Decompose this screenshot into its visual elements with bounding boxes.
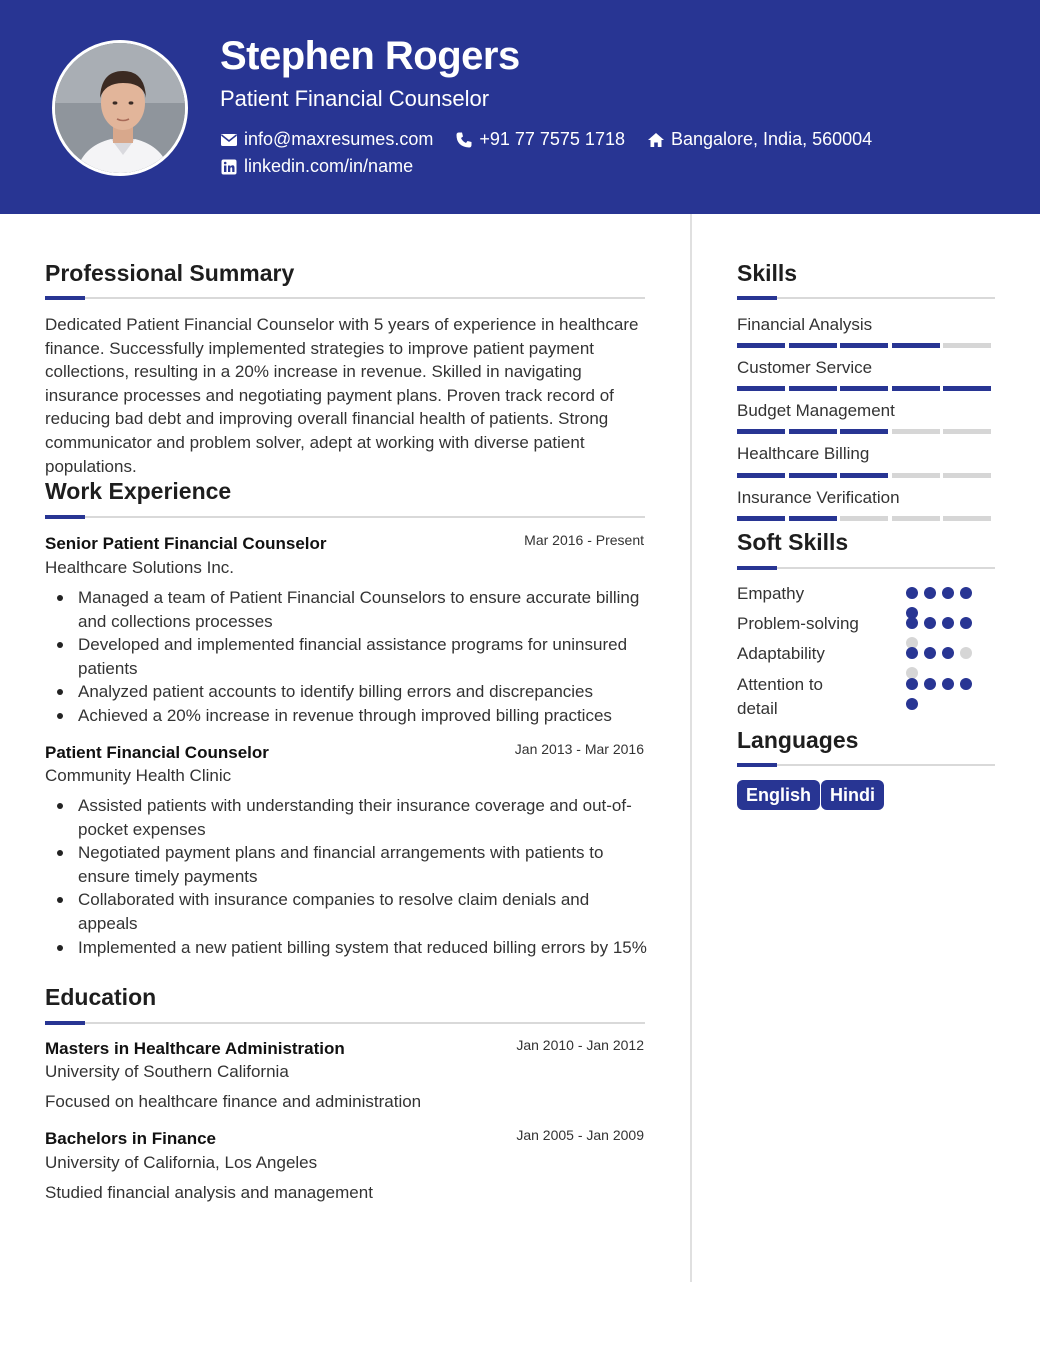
list-item: Developed and implemented financial assistance programs for uninsured patients xyxy=(45,633,651,680)
skill-segment-empty xyxy=(943,473,991,478)
skill-segment-filled xyxy=(737,473,785,478)
job-dates: Jan 2013 - Mar 2016 xyxy=(514,741,644,757)
skill-segment-filled xyxy=(840,429,888,434)
education-rule xyxy=(45,1022,645,1024)
job-organization: Healthcare Solutions Inc. xyxy=(45,558,234,577)
job-title: Senior Patient Financial Counselor xyxy=(45,534,327,553)
soft-skills-accent xyxy=(737,566,777,570)
job-bullets xyxy=(45,794,651,959)
skill-segment-empty xyxy=(943,516,991,521)
education-note: Focused on healthcare finance and administration xyxy=(45,1092,422,1111)
summary-accent xyxy=(45,296,85,300)
list-item: Assisted patients with understanding their insurance coverage and out-of-pocket expenses xyxy=(45,794,651,841)
contact-row-primary xyxy=(220,129,894,150)
skill-segment-filled xyxy=(840,343,888,348)
location-text: Bangalore, India, 560004 xyxy=(670,129,873,149)
skill-meter xyxy=(737,429,995,434)
education-note: Studied financial analysis and management xyxy=(45,1183,373,1202)
skill-segment-empty xyxy=(943,343,991,348)
experience-heading: Work Experience xyxy=(45,478,232,504)
rating-dot-filled xyxy=(924,587,936,599)
soft-skill-rating xyxy=(906,678,978,718)
linkedin-text: linkedin.com/in/name xyxy=(244,156,414,176)
person-portrait-icon xyxy=(55,43,188,176)
job-bullets xyxy=(45,586,651,728)
contact-linkedin[interactable] xyxy=(220,156,413,177)
rating-dot-filled xyxy=(960,587,972,599)
soft-skill-name: Problem-solving xyxy=(737,614,859,633)
skill-segment-filled xyxy=(789,473,837,478)
list-item: Achieved a 20% increase in revenue through improved billing practices xyxy=(45,704,651,728)
job-organization: Community Health Clinic xyxy=(45,766,232,785)
column-divider xyxy=(690,214,692,1282)
rating-dot-filled xyxy=(942,678,954,690)
skill-segment-empty xyxy=(892,516,940,521)
rating-dot-filled xyxy=(942,587,954,599)
list-item: Managed a team of Patient Financial Counselors to ensure accurate billing and collections processes xyxy=(45,586,651,633)
languages-accent xyxy=(737,763,777,767)
summary-heading: Professional Summary xyxy=(45,260,295,286)
language-badge: Hindi xyxy=(821,780,884,810)
linkedin-icon xyxy=(220,158,238,176)
rating-dot-filled xyxy=(906,647,918,659)
contact-location xyxy=(647,129,872,150)
rating-dot-filled xyxy=(960,678,972,690)
school-name: University of California, Los Angeles xyxy=(45,1153,318,1172)
skill-segment-filled xyxy=(737,429,785,434)
experience-rule xyxy=(45,516,645,518)
education-accent xyxy=(45,1021,85,1025)
job-title: Patient Financial Counselor xyxy=(45,743,269,762)
language-badge: English xyxy=(737,780,820,810)
rating-dot-filled xyxy=(906,617,918,629)
rating-dot-filled xyxy=(942,647,954,659)
rating-dot-filled xyxy=(924,678,936,690)
rating-dot-filled xyxy=(960,617,972,629)
skills-accent xyxy=(737,296,777,300)
job-dates: Mar 2016 - Present xyxy=(524,532,644,548)
skill-segment-filled xyxy=(789,429,837,434)
skill-meter xyxy=(737,343,995,348)
home-icon xyxy=(647,131,665,149)
skills-heading: Skills xyxy=(737,260,798,286)
skill-segment-filled xyxy=(840,386,888,391)
skill-segment-empty xyxy=(892,429,940,434)
skill-name: Financial Analysis xyxy=(737,315,873,334)
skill-name: Budget Management xyxy=(737,401,895,420)
soft-skill-name: Adaptability xyxy=(737,644,825,663)
skill-segment-empty xyxy=(892,473,940,478)
profile-photo xyxy=(52,40,188,176)
rating-dot-filled xyxy=(942,617,954,629)
skill-meter xyxy=(737,386,995,391)
skill-segment-empty xyxy=(943,429,991,434)
rating-dot-filled xyxy=(906,587,918,599)
summary-rule xyxy=(45,297,645,299)
skill-segment-filled xyxy=(737,386,785,391)
school-name: University of Southern California xyxy=(45,1062,289,1081)
degree-title: Bachelors in Finance xyxy=(45,1129,216,1148)
rating-dot-filled xyxy=(906,678,918,690)
list-item: Collaborated with insurance companies to resolve claim denials and appeals xyxy=(45,888,651,935)
skill-segment-filled xyxy=(892,343,940,348)
candidate-role: Patient Financial Counselor xyxy=(220,86,490,111)
contact-row-secondary xyxy=(220,156,435,177)
list-item: Implemented a new patient billing system that reduced billing errors by 15% xyxy=(45,936,651,960)
education-dates: Jan 2010 - Jan 2012 xyxy=(516,1037,644,1053)
contact-email[interactable] xyxy=(220,129,433,150)
skill-segment-filled xyxy=(789,516,837,521)
soft-skill-name: Empathy xyxy=(737,584,805,603)
skill-name: Healthcare Billing xyxy=(737,444,870,463)
candidate-name: Stephen Rogers xyxy=(220,34,520,78)
skill-name: Insurance Verification xyxy=(737,488,900,507)
list-item: Negotiated payment plans and financial arrangements with patients to ensure timely payments xyxy=(45,841,651,888)
skill-segment-empty xyxy=(840,516,888,521)
experience-accent xyxy=(45,515,85,519)
skill-segment-filled xyxy=(737,516,785,521)
skill-segment-filled xyxy=(840,473,888,478)
contact-phone[interactable] xyxy=(455,129,625,150)
education-heading: Education xyxy=(45,984,157,1010)
skill-segment-filled xyxy=(892,386,940,391)
soft-skill-name: Attention to detail xyxy=(737,675,824,718)
skill-segment-filled xyxy=(737,343,785,348)
skill-segment-filled xyxy=(789,386,837,391)
phone-icon xyxy=(455,131,473,149)
skill-segment-filled xyxy=(943,386,991,391)
skill-meter xyxy=(737,516,995,521)
skill-name: Customer Service xyxy=(737,358,873,377)
languages-heading: Languages xyxy=(737,727,859,753)
resume-header xyxy=(0,0,1040,214)
education-dates: Jan 2005 - Jan 2009 xyxy=(516,1127,644,1143)
list-item: Analyzed patient accounts to identify billing errors and discrepancies xyxy=(45,680,651,704)
skill-segment-filled xyxy=(789,343,837,348)
phone-text: +91 77 7575 1718 xyxy=(479,129,625,149)
envelope-icon xyxy=(220,131,238,149)
degree-title: Masters in Healthcare Administration xyxy=(45,1039,345,1058)
rating-dot-filled xyxy=(906,698,918,710)
rating-dot-filled xyxy=(924,647,936,659)
email-text: info@maxresumes.com xyxy=(244,129,434,149)
skill-meter xyxy=(737,473,995,478)
soft-skills-heading: Soft Skills xyxy=(737,529,849,555)
summary-text: Dedicated Patient Financial Counselor with 5 years of experience in healthcare finance. Successfully implemented strategies to improve patient payment collections, resulting in a 20% increase in revenue. Skilled in navigating insurance processes and negotiating payment plans. Proven track record of reducing bad debt and improving overall financial health of patients. Strong communicator and problem solver, adept at working with diverse patient populations. xyxy=(45,315,639,476)
rating-dot-filled xyxy=(924,617,936,629)
rating-dot-empty xyxy=(960,647,972,659)
